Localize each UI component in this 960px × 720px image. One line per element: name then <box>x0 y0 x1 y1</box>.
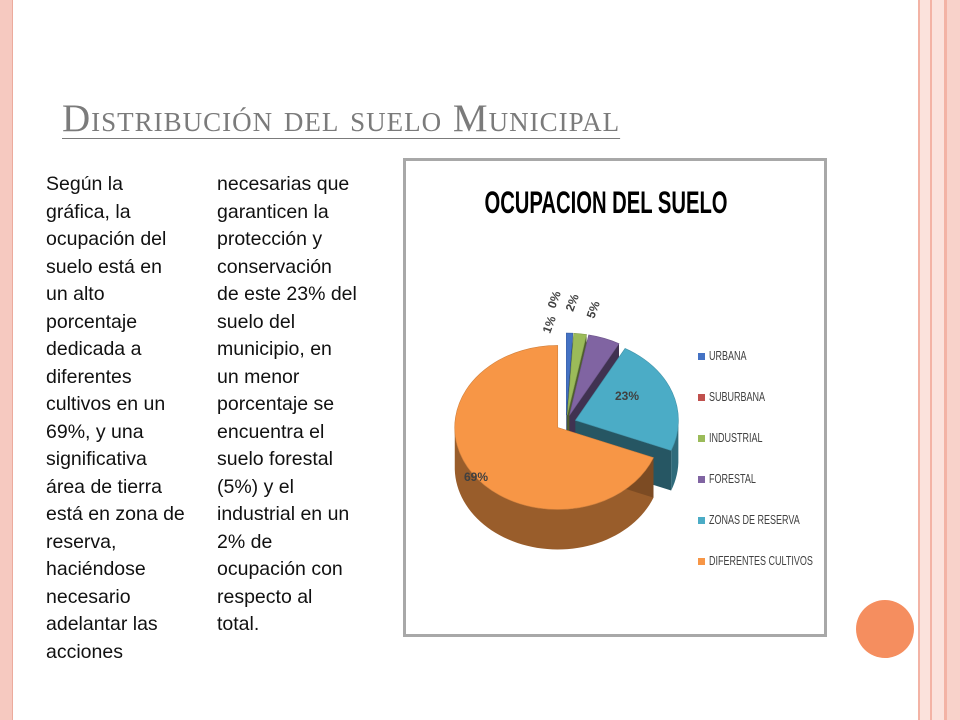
legend-swatch <box>698 394 705 401</box>
right-column-line: porcentaje se <box>217 393 335 415</box>
right-column-line: garanticen la <box>217 200 329 223</box>
right-column-line: 2% de <box>217 530 273 553</box>
pie-data-label: 0% <box>544 289 564 311</box>
legend-swatch <box>698 435 705 442</box>
left-column-line: un alto <box>46 283 105 305</box>
left-column-line: diferentes <box>46 365 132 388</box>
left-column-line: acciones <box>46 640 123 663</box>
text-column-right <box>217 171 397 639</box>
pie-data-label: 5% <box>583 299 603 321</box>
left-column-line: cultivos en un <box>46 393 166 415</box>
pie-chart-svg <box>406 161 824 634</box>
right-column-line: respecto al <box>217 585 313 608</box>
left-column-line: adelantar las <box>46 613 158 635</box>
legend-label: ZONAS DE RESERVA <box>709 513 800 528</box>
decorative-circle <box>856 600 914 658</box>
right-column-line: total. <box>217 613 260 635</box>
right-column-line: de este 23% del <box>217 283 357 305</box>
left-column-line: 69%, y una <box>46 420 144 443</box>
right-column-line: encuentra el <box>217 420 325 443</box>
legend-label: INDUSTRIAL <box>709 431 763 446</box>
left-column-line: haciéndose <box>46 558 146 580</box>
right-column-line: suelo forestal <box>217 448 333 470</box>
right-column-line: ocupación con <box>217 558 343 580</box>
legend-label: SUBURBANA <box>709 390 766 405</box>
left-column-line: está en zona de <box>46 503 185 525</box>
left-frame-border <box>0 0 13 720</box>
legend-label: URBANA <box>709 349 747 364</box>
right-column-line: municipio, en <box>217 338 332 360</box>
pie-data-label: 69% <box>463 470 489 484</box>
legend-swatch <box>698 558 705 565</box>
pie-data-label: 2% <box>562 292 582 314</box>
left-column-line: gráfica, la <box>46 200 131 223</box>
left-column-line: significativa <box>46 448 147 470</box>
left-column-line: dedicada a <box>46 338 142 360</box>
right-frame-border <box>916 0 960 720</box>
right-column-line: necesarias que <box>217 173 350 195</box>
right-column-line: (5%) y el <box>217 475 294 498</box>
text-column-left <box>46 171 216 666</box>
legend-label: DIFERENTES CULTIVOS <box>709 554 813 569</box>
pie-data-label: 1% <box>539 314 559 336</box>
left-column-line: necesario <box>46 585 131 608</box>
legend-swatch <box>698 476 705 483</box>
left-column-line: ocupación del <box>46 228 167 250</box>
left-column-line: reserva, <box>46 530 117 553</box>
pie-data-label: 23% <box>614 389 640 403</box>
left-column-line: suelo está en <box>46 255 163 278</box>
legend-swatch <box>698 353 705 360</box>
left-column-line: Según la <box>46 173 123 195</box>
left-column-line: área de tierra <box>46 475 162 498</box>
right-column-line: industrial en un <box>217 503 350 525</box>
right-column-line: protección y <box>217 228 323 250</box>
right-column-line: conservación <box>217 255 332 278</box>
slide-title: Distribución del suelo Municipal <box>62 97 621 140</box>
right-column-line: un menor <box>217 365 300 388</box>
legend-swatch <box>698 517 705 524</box>
pie-chart <box>403 158 827 637</box>
chart-title: OCUPACION DEL SUELO <box>484 184 728 221</box>
right-column-line: suelo del <box>217 310 296 333</box>
legend-label: FORESTAL <box>709 472 756 487</box>
left-column-line: porcentaje <box>46 310 138 333</box>
